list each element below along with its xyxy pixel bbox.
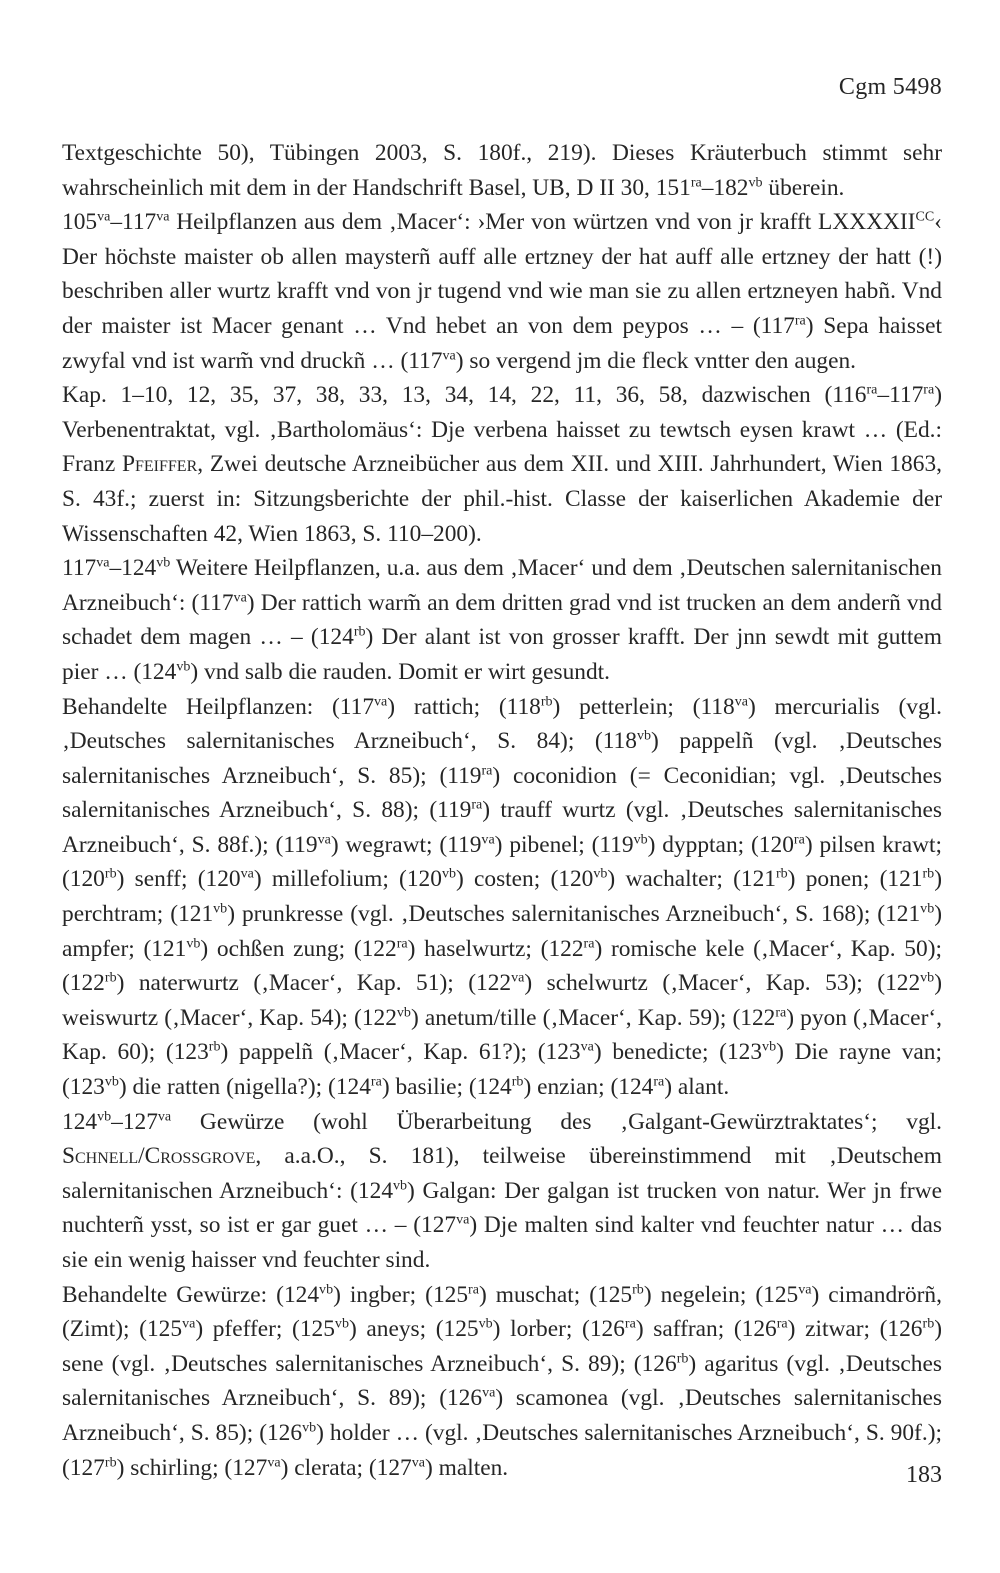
paragraph-4: $117^{va}-124^{vb}$ Weitere Heilpflanzen, u.a. aus dem ‚Macer‘ und dem ‚Deutschen salernitanischen Arzneibuch‘: $(117^{va})$ Der rattich warm̃ an dem dritten grad vnd ist trucken an dem anderñ vnd schadet dem magen … – $(124^{rb})$ Der alant ist von grosser krafft. Der jnn sewdt mit guttem pier … $(124^{vb})$ vnd salb die rauden. Domit er wirt gesundt.	[62, 554, 942, 685]
paragraph-1: Textgeschichte 50), Tübingen 2003, S. 180f., 219). Dieses Kräuterbuch stimmt sehr wahrscheinlich mit dem in der Handschrift Basel, UB, D II 30, $151^{ra}-182^{vb}$ überein.	[62, 140, 942, 201]
paragraph-7: Behandelte Gewürze: $(124^{vb})$ ingber; $(125^{ra})$ muschat; $(125^{rb})$ negelein; $(125^{va})$ cimandrörñ, (Zimt); $(125^{va})$ pfeffer; $(125^{vb})$ aneys; $(125^{vb})$ lorber; $(126^{ra})$ saffran; $(126^{ra})$ zitwar; $(126^{rb})$ sene (vgl. ‚Deutsches salernitanisches Arzneibuch‘, S. 89); $(126^{rb})$ agaritus (vgl. ‚Deutsches salernitanisches Arzneibuch‘, S. 89); $(126^{va})$ scamonea (vgl. ‚Deutsches salernitanisches Arzneibuch‘, S. 85); $(126^{vb})$ holder … (vgl. ‚Deutsches salernitanisches Arzneibuch‘, S. 90f.); $(127^{rb})$ schirling; $(127^{va})$ clerata; $(127^{va})$ malten.	[62, 1281, 943, 1481]
paragraph-3: Kap. 1–10, 12, 35, 37, 38, 33, 13, 34, 14, 22, 11, 36, 58, dazwischen $(116^{ra}-117^{ra})$ Verbenentraktat, vgl. ‚Bartholomäus‘: Dje verbena haisset zu tewtsch eysen krawt … (Ed.: Franz Pfeiffer, Zwei deutsche Arzneibücher aus dem XII. und XIII. Jahrhundert, Wien 1863, S. 43f.; zuerst in: Sitzungsberichte der phil.-hist. Classe der kaiserlichen Akademie der Wissenschaften 42, Wien 1863, S. 110–200).	[62, 381, 942, 547]
paragraph-6: $124^{vb}-127^{va}$ Gewürze (wohl Überarbeitung des ‚Galgant-Gewürztraktates‘; vgl. Schnell/Crossgrove, a.a.O., S. 181), teilweise übereinstimmend mit ‚Deutschem salernitanischen Arzneibuch‘: $(124^{vb})$ Galgan: Der galgan ist trucken von natur. Wer jn frwe nuchterñ ysst, so ist er gar guet … – $(127^{va})$ Dje malten sind kalter vnd feuchter natur … das sie ein wenig haisser vnd feuchter sind.	[62, 1108, 942, 1273]
paragraph-5: Behandelte Heilpflanzen: $(117^{va})$ rattich; $(118^{rb})$ petterlein; $(118^{va})$ mercurialis (vgl. ‚Deutsches salernitanisches Arzneibuch‘, S. 84); $(118^{vb})$ pappelñ (vgl. ‚Deutsches salernitanisches Arzneibuch‘, S. 85); $(119^{ra})$ coconidion (= Ceconidian; vgl. ‚Deutsches salernitanisches Arzneibuch‘, S. 88); $(119^{ra})$ trauff wurtz (vgl. ‚Deutsches salernitanisches Arzneibuch‘, S. 88f.); $(119^{va})$ wegrawt; $(119^{va})$ pibenel; $(119^{vb})$ dypptan; $(120^{ra})$ pilsen krawt; $(120^{rb})$ senff; $(120^{va})$ millefolium; $(120^{vb})$ costen; $(120^{vb})$ wachalter; $(121^{rb})$ ponen; $(121^{rb})$ perchtram; $(121^{vb})$ prunkresse (vgl. ‚Deutsches salernitanisches Arzneibuch‘, S. 168); $(121^{vb})$ ampfer; $(121^{vb})$ ochßen zung; $(122^{ra})$ haselwurtz; $(122^{ra})$ romische kele (‚Macer‘, Kap. 50); $(122^{rb})$ naterwurtz (‚Macer‘, Kap. 51); $(122^{va})$ schelwurtz (‚Macer‘, Kap. 53); $(122^{vb})$ weiswurtz (‚Macer‘, Kap. 54); $(122^{vb})$ anetum/tille (‚Macer‘, Kap. 59); $(122^{ra})$ pyon (‚Macer‘, Kap. 60); $(123^{rb})$ pappelñ (‚Macer‘, Kap. 61?); $(123^{va})$ benedicte; $(123^{vb})$ Die rayne van; $(123^{vb})$ die ratten (nigella?); $(124^{ra})$ basilie; $(124^{rb})$ enzian; $(124^{ra})$ alant.	[62, 693, 943, 1101]
page-number: 183	[906, 1462, 942, 1488]
paragraph-2: $105^{va}-117^{va}$ Heilpflanzen aus dem ‚Macer‘: ›Mer von würtzen vnd von jr krafft $LXXXXII^{CC}‹$ Der höchste maister ob allen maysterñ auff alle ertzney der hat auff alle ertzney der hatt (!) beschriben aller wurtz krafft vnd von jr tugend vnd wie man sie zu allen ertzneyen habñ. Vnd der maister ist Macer genant … Vnd hebet an von dem peypos … – $(117^{ra})$ Sepa haisset zwyfal vnd ist warm̃ vnd druckñ … $(117^{va})$ so vergend jm die fleck vntter den augen.	[62, 208, 942, 374]
running-title: Cgm 5498	[838, 74, 942, 100]
body-text	[62, 136, 942, 1485]
